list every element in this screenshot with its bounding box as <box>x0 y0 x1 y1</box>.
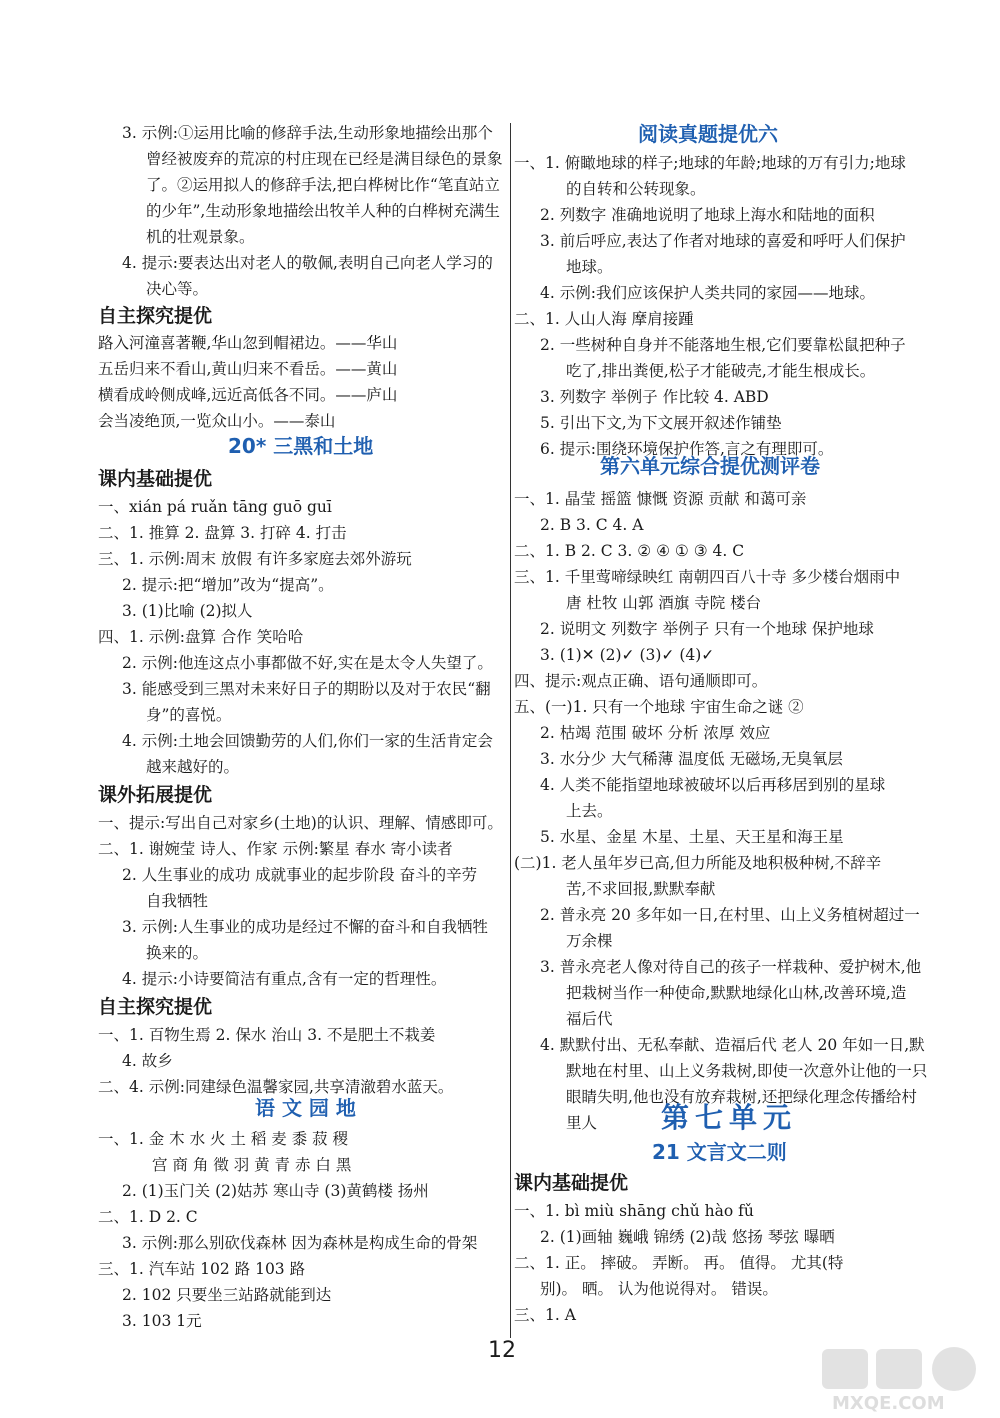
watermark-logo-icon <box>820 1345 985 1413</box>
answer-line: 横看成岭侧成峰,远近高低各不同。——庐山 <box>98 386 398 404</box>
answer-line: 曾经被废弃的荒凉的村庄现在已经是满目绿色的景象 <box>146 150 503 168</box>
answer-line: 3. 普永亮老人像对待自己的孩子一样栽种、爱护树木,他 <box>540 958 922 976</box>
answer-line: 2. 说明文 列数字 举例子 只有一个地球 保护地球 <box>540 620 874 638</box>
section-title: 第六单元综合提优测评卷 <box>600 454 820 478</box>
answer-line: 五岳归来不看山,黄山归来不看岳。——黄山 <box>98 360 398 378</box>
lesson-title: 20* 三黑和土地 <box>228 434 374 458</box>
answer-line: 宫 商 角 徵 羽 黄 青 赤 白 黑 <box>152 1156 352 1174</box>
answer-line: 苦,不求回报,默默奉献 <box>566 880 716 898</box>
answer-line: 二、1. 人山人海 摩肩接踵 <box>514 310 694 328</box>
answer-line: 二、1. 推算 2. 盘算 3. 打碎 4. 打击 <box>98 524 347 542</box>
answer-line: 一、1. 金 木 水 火 土 稻 麦 黍 菽 稷 <box>98 1130 349 1148</box>
answer-line: 默地在村里、山上义务栽树,即使一次意外让他的一只 <box>566 1062 928 1080</box>
answer-line: 会当凌绝顶,一览众山小。——泰山 <box>98 412 336 430</box>
answer-line: 3. 示例:那么别砍伐森林 因为森林是构成生命的骨架 <box>122 1234 478 1252</box>
answer-line: 二、1. 正。 摔破。 弄断。 再。 值得。 尤其(特 <box>514 1254 844 1272</box>
section-heading: 自主探究提优 <box>98 305 213 327</box>
answer-line: 里人 <box>566 1114 598 1132</box>
answer-line: 4. 示例:土地会回馈勤劳的人们,你们一家的生活肯定会 <box>122 732 493 750</box>
answer-line: 3. 103 1元 <box>122 1312 202 1330</box>
answer-line: 2. 提示:把“增加”改为“提高”。 <box>122 576 334 594</box>
answer-line: 三、1. 千里莺啼绿映红 南朝四百八十寺 多少楼台烟雨中 <box>514 568 901 586</box>
answer-line: 4. 故乡 <box>122 1052 173 1070</box>
answer-line: 2. (1)画轴 巍峨 锦绣 (2)哉 悠扬 琴弦 曝晒 <box>540 1228 835 1246</box>
answer-line: 一、提示:写出自己对家乡(土地)的认识、理解、情感即可。 <box>98 814 503 832</box>
section-heading: 自主探究提优 <box>98 996 213 1018</box>
answer-line: 的自转和公转现象。 <box>566 180 706 198</box>
answer-line: 2. 人生事业的成功 成就事业的起步阶段 奋斗的辛劳 <box>122 866 478 884</box>
answer-line: 五、(一)1. 只有一个地球 宇宙生命之谜 ② <box>514 698 804 716</box>
answer-line: 2. 枯竭 范围 破坏 分析 浓厚 效应 <box>540 724 771 742</box>
answer-line: 4. 示例:我们应该保护人类共同的家园——地球。 <box>540 284 875 302</box>
answer-line: 2. 一些树种自身并不能落地生根,它们要靠松鼠把种子 <box>540 336 906 354</box>
answer-line: 6. 提示:围绕环境保护作答,言之有理即可。 <box>540 440 834 458</box>
answer-line: 自我牺牲 <box>146 892 209 910</box>
answer-line: 一、1. 俯瞰地球的样子;地球的年龄;地球的万有引力;地球 <box>514 154 906 172</box>
answer-line: 地球。 <box>566 258 613 276</box>
answer-line: 4. 提示:小诗要简洁有重点,含有一定的哲理性。 <box>122 970 447 988</box>
svg-text:MXQE.COM: MXQE.COM <box>832 1393 945 1413</box>
answer-line: 二、1. B 2. C 3. ② ④ ① ③ 4. C <box>514 542 745 560</box>
answer-line: 3. 能感受到三黑对未来好日子的期盼以及对于农民“翻 <box>122 680 491 698</box>
unit-title: 第七单元 <box>661 1101 798 1134</box>
answer-line: 一、1. 百物生焉 2. 保水 治山 3. 不是肥土不栽姜 <box>98 1026 436 1044</box>
answer-line: 2. 列数字 准确地说明了地球上海水和陆地的面积 <box>540 206 875 224</box>
answer-line: 4. 默默付出、无私奉献、造福后代 老人 20 年如一日,默 <box>540 1036 925 1054</box>
answer-line: 把栽树当作一种使命,默默地绿化山林,改善环境,造 <box>566 984 907 1002</box>
answer-line: 一、1. 晶莹 摇篮 慷慨 资源 贡献 和蔼可亲 <box>514 490 807 508</box>
answer-line: (二)1. 老人虽年岁已高,但力所能及地积极种树,不辞辛 <box>514 854 882 872</box>
answer-line: 4. 提示:要表达出对老人的敬佩,表明自己向老人学习的 <box>122 254 493 272</box>
answer-line: 2. B 3. C 4. A <box>540 516 644 534</box>
answer-line: 换来的。 <box>146 944 209 962</box>
answer-line: 3. (1)✕ (2)✓ (3)✓ (4)✓ <box>540 646 715 664</box>
answer-line: 2. (1)玉门关 (2)姑苏 寒山寺 (3)黄鹤楼 扬州 <box>122 1182 429 1200</box>
answer-line: 3. (1)比喻 (2)拟人 <box>122 602 253 620</box>
lesson-title: 21 文言文二则 <box>652 1140 787 1164</box>
answer-line: 万余棵 <box>566 932 613 950</box>
answer-line: 机的壮观景象。 <box>146 228 255 246</box>
answer-line: 越来越好的。 <box>146 758 240 776</box>
answer-line: 一、xián pá ruǎn tāng guō guī <box>98 498 332 516</box>
answer-line: 了。②运用拟人的修辞手法,把白桦树比作“笔直站立 <box>146 176 500 194</box>
answer-line: 四、1. 示例:盘算 合作 笑哈哈 <box>98 628 304 646</box>
answer-line: 别)。 晒。 认为他说得对。 错误。 <box>540 1280 778 1298</box>
answer-line: 3. 示例:①运用比喻的修辞手法,生动形象地描绘出那个 <box>122 124 493 142</box>
answer-line: 4. 人类不能指望地球被破坏以后再移居到别的星球 <box>540 776 886 794</box>
page-number: 12 <box>488 1338 516 1363</box>
answer-line: 3. 前后呼应,表达了作者对地球的喜爱和呼吁人们保护 <box>540 232 906 250</box>
answer-line: 3. 列数字 举例子 作比较 4. ABD <box>540 388 769 406</box>
answer-line: 唐 杜牧 山郭 酒旗 寺院 楼台 <box>566 594 762 612</box>
answer-line: 三、1. A <box>514 1306 576 1324</box>
answer-line: 的少年”,生动形象地描绘出牧羊人种的白桦树充满生 <box>146 202 500 220</box>
answer-line: 3. 示例:人生事业的成功是经过不懈的奋斗和自我牺牲 <box>122 918 488 936</box>
answer-line: 二、4. 示例:同建绿色温馨家园,共享清澈碧水蓝天。 <box>98 1078 454 1096</box>
answer-line: 5. 水星、金星 木星、土星、天王星和海王星 <box>540 828 844 846</box>
answer-line: 四、提示:观点正确、语句通顺即可。 <box>514 672 768 690</box>
section-heading: 课内基础提优 <box>98 468 213 490</box>
answer-line: 路入河潼喜著鞭,华山忽到帽裙边。——华山 <box>98 334 398 352</box>
answer-line: 决心等。 <box>146 280 209 298</box>
answer-line: 二、1. D 2. C <box>98 1208 198 1226</box>
answer-line: 三、1. 汽车站 102 路 103 路 <box>98 1260 306 1278</box>
answer-line: 上去。 <box>566 802 613 820</box>
column-divider <box>510 123 511 1338</box>
lesson-title: 语 文 园 地 <box>255 1096 356 1120</box>
answer-line: 2. 普永亮 20 多年如一日,在村里、山上义务植树超过一 <box>540 906 920 924</box>
answer-line: 3. 水分少 大气稀薄 温度低 无磁场,无臭氧层 <box>540 750 843 768</box>
answer-line: 吃了,排出粪便,松子才能破壳,才能生根成长。 <box>566 362 876 380</box>
answer-line: 眼睛失明,他也没有放弃栽树,还把绿化理念传播给村 <box>566 1088 917 1106</box>
section-title: 阅读真题提优六 <box>638 122 778 146</box>
answer-line: 福后代 <box>566 1010 613 1028</box>
answer-line: 三、1. 示例:周末 放假 有许多家庭去郊外游玩 <box>98 550 412 568</box>
section-heading: 课外拓展提优 <box>98 784 213 806</box>
answer-line: 2. 102 只要坐三站路就能到达 <box>122 1286 332 1304</box>
answer-line: 二、1. 谢婉莹 诗人、作家 示例:繁星 春水 寄小读者 <box>98 840 453 858</box>
answer-line: 身”的喜悦。 <box>146 706 232 724</box>
answer-line: 2. 示例:他连这点小事都做不好,实在是太令人失望了。 <box>122 654 493 672</box>
answer-line: 一、1. bì miù shāng chǔ hào fǔ <box>514 1202 754 1220</box>
section-heading: 课内基础提优 <box>514 1172 629 1194</box>
answer-line: 5. 引出下文,为下文展开叙述作铺垫 <box>540 414 782 432</box>
